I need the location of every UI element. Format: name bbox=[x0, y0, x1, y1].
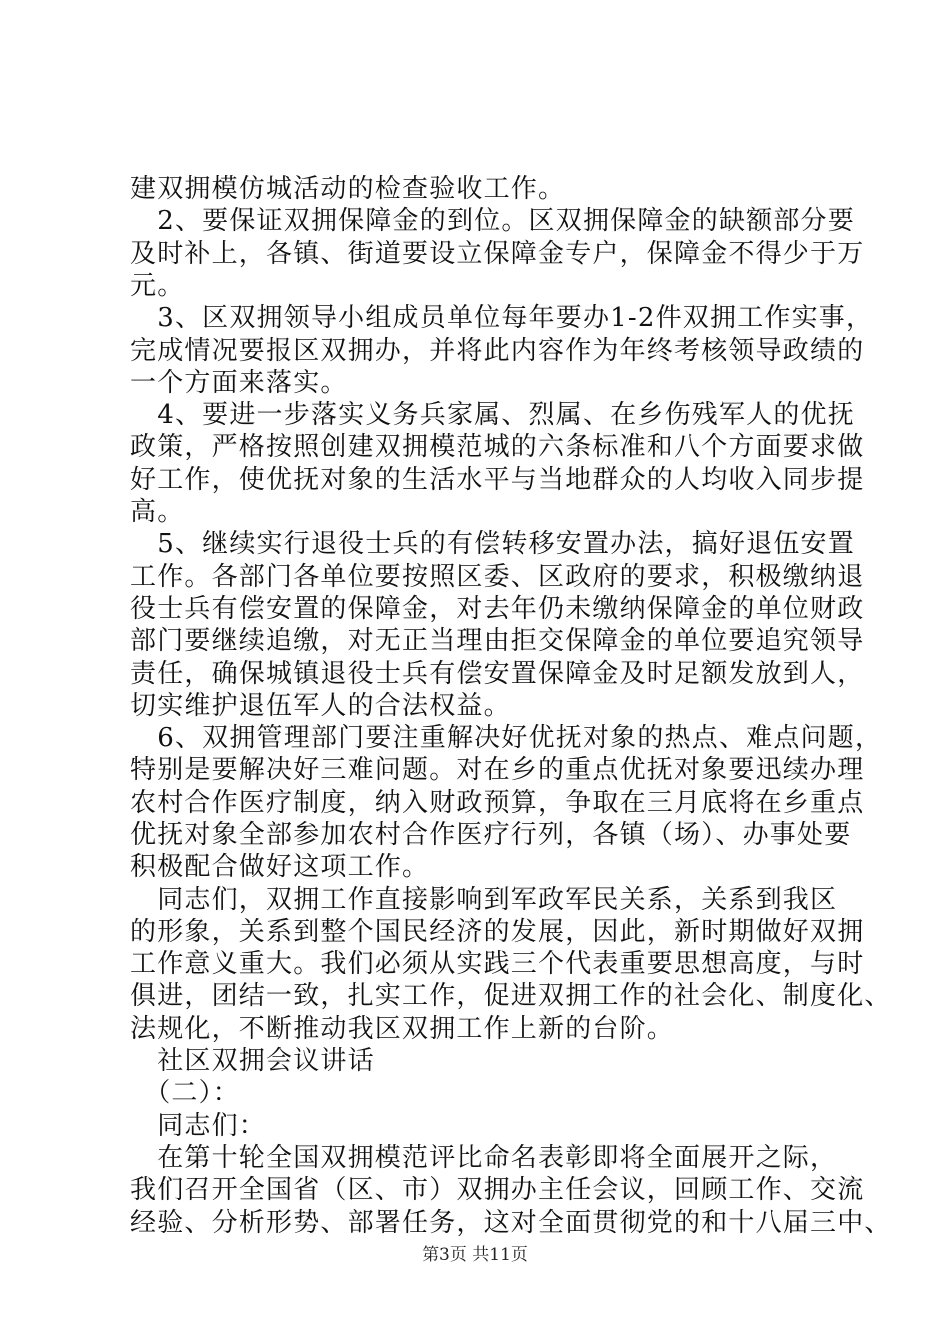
text-line: 3、区双拥领导小组成员单位每年要办1-2件双拥工作实事， bbox=[130, 303, 874, 333]
text-line: 工作意义重大。我们必须从实践三个代表重要思想高度，与时 bbox=[130, 949, 865, 979]
text-line: 特别是要解决好三难问题。对在乡的重点优抚对象要迅续办理 bbox=[130, 755, 865, 785]
text-line: 役士兵有偿安置的保障金，对去年仍未缴纳保障金的单位财政 bbox=[130, 594, 865, 624]
text-line: 同志们，双拥工作直接影响到军政军民关系，关系到我区 bbox=[130, 885, 838, 915]
text-line: 元。 bbox=[130, 271, 185, 301]
text-line: 社区双拥会议讲话 bbox=[130, 1046, 375, 1076]
text-line: 经验、分析形势、部署任务，这对全面贯彻党的和十八届三中、 bbox=[130, 1208, 892, 1238]
text-line: 工作。各部门各单位要按照区委、区政府的要求，积极缴纳退 bbox=[130, 562, 865, 592]
text-line: 2、要保证双拥保障金的到位。区双拥保障金的缺额部分要 bbox=[130, 206, 855, 236]
text-line: 优抚对象全部参加农村合作医疗行列，各镇（场）、办事处要 bbox=[130, 820, 852, 850]
page-footer: 第3页 共11页 bbox=[422, 1245, 528, 1265]
text-line: 的形象，关系到整个国民经济的发展，因此，新时期做好双拥 bbox=[130, 917, 865, 947]
text-line: （二）： bbox=[130, 1078, 241, 1108]
text-line: 法规化，不断推动我区双拥工作上新的台阶。 bbox=[130, 1014, 675, 1044]
text-line: 在第十轮全国双拥模范评比命名表彰即将全面展开之际， bbox=[130, 1143, 838, 1173]
text-line: 6、双拥管理部门要注重解决好优抚对象的热点、难点问题， bbox=[130, 723, 883, 753]
text-line: 5、继续实行退役士兵的有偿转移安置办法，搞好退伍安置 bbox=[130, 529, 855, 559]
text-line: 责任，确保城镇退役士兵有偿安置保障金及时足额发放到人， bbox=[130, 659, 865, 689]
text-line: 俱进，团结一致，扎实工作，促进双拥工作的社会化、制度化、 bbox=[130, 981, 892, 1011]
text-line: 部门要继续追缴，对无正当理由拒交保障金的单位要追究领导 bbox=[130, 626, 865, 656]
text-line: 高。 bbox=[130, 497, 185, 527]
text-line: 政策，严格按照创建双拥模范城的六条标准和八个方面要求做 bbox=[130, 432, 865, 462]
text-line: 同志们： bbox=[130, 1111, 267, 1141]
text-line: 完成情况要报区双拥办，并将此内容作为年终考核领导政绩的 bbox=[130, 336, 865, 366]
text-line: 我们召开全国省（区、市）双拥办主任会议，回顾工作、交流 bbox=[130, 1175, 865, 1205]
text-line: 积极配合做好这项工作。 bbox=[130, 852, 430, 882]
text-line: 切实维护退伍军人的合法权益。 bbox=[130, 691, 511, 721]
text-line: 一个方面来落实。 bbox=[130, 368, 348, 398]
text-line: 建双拥模仿城活动的检查验收工作。 bbox=[130, 174, 566, 204]
text-line: 4、要进一步落实义务兵家属、烈属、在乡伤残军人的优抚 bbox=[130, 400, 855, 430]
text-line: 及时补上，各镇、街道要设立保障金专户，保障金不得少于万 bbox=[130, 239, 865, 269]
text-line: 农村合作医疗制度，纳入财政预算，争取在三月底将在乡重点 bbox=[130, 788, 865, 818]
text-line: 好工作，使优抚对象的生活水平与当地群众的人均收入同步提 bbox=[130, 465, 865, 495]
